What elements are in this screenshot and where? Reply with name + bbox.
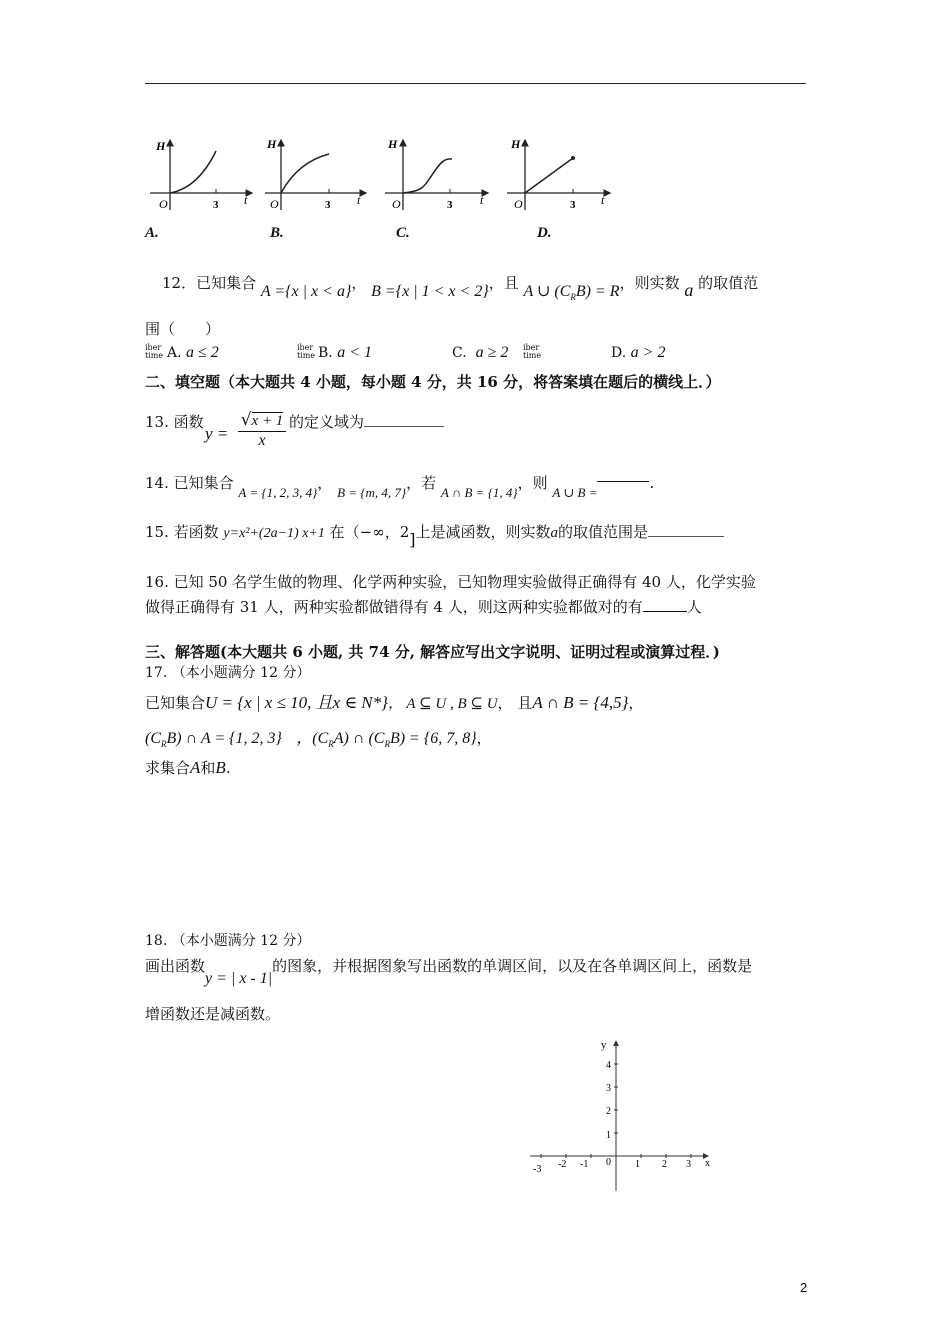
axis-t-label: t [357, 193, 361, 207]
q13-lhs: y = [205, 424, 229, 443]
q12-option-a: A. a ≤ 2 [167, 344, 219, 361]
y-axis-label: y [601, 1039, 607, 1051]
coordinate-grid [525, 1036, 715, 1196]
q16-line1: 16. 已知 50 名学生做的物理、化学两种实验，已知物理实验做得正确得有 40 人，化学实验 [145, 573, 756, 591]
origin-label: O [159, 197, 168, 211]
q18-line1: 画出函数y = | x - 1|的图象，并根据图象写出函数的单调区间，以及在各单调区间上，函数是 [145, 957, 753, 987]
q17-line2: $(C_RB)$ ∩ A = {1, 2, 3} ，$(C_RA)$ ∩ $(C_RB) = \{6$, 7, 8}， [145, 729, 492, 750]
x-tick-neg3: -3 [533, 1164, 542, 1175]
q12-options [145, 344, 845, 366]
graph-b [265, 137, 366, 211]
x-tick-neg1: -1 [580, 1159, 589, 1170]
option-d-label: D. [537, 225, 552, 241]
axis-h-label: H [267, 137, 277, 151]
x-tick-2: 2 [662, 1159, 667, 1170]
axis-h-label: H [511, 137, 521, 151]
tick-label: 3 [325, 199, 331, 211]
q16-line2: 做得正确得有 31 人，两种实验都做错得有 4 人，则这两种实验都做对的有 人 [145, 598, 702, 616]
graph-a [150, 139, 252, 211]
header-rule [145, 83, 806, 84]
axis-h-label: H [156, 139, 166, 153]
origin-label: O [270, 197, 279, 211]
x-axis-label: x [705, 1158, 710, 1169]
x-tick-3: 3 [686, 1159, 691, 1170]
option-c-label: C. [396, 225, 410, 241]
artifact-mark: iber time [297, 343, 316, 360]
q17-title: 17. （本小题满分 12 分） [145, 665, 311, 681]
q12-option-d: D. a > 2 [611, 344, 666, 361]
axis-t-label: t [480, 193, 484, 207]
q13-lead: 13. 函数 [145, 413, 204, 431]
option-a-label: A. [145, 225, 159, 241]
axis-t-label: t [244, 193, 248, 207]
q13-fraction: √x + 1 x [238, 410, 286, 450]
page-number: 2 [800, 1280, 808, 1295]
y-tick-3: 3 [606, 1083, 611, 1094]
y-tick-4: 4 [606, 1060, 611, 1071]
axis-h-label: H [388, 137, 398, 151]
x-tick-neg2: -2 [558, 1159, 567, 1170]
tick-label: 3 [570, 199, 576, 211]
q12-option-c: C. a ≥ 2 [452, 344, 509, 361]
q15-line: 15. 若函数 y=x²+(2a−1) x+1 在（−∞，2]上是减函数，则实数a的取值范围是 [145, 521, 724, 542]
q12-line2: 围（ ） [145, 320, 221, 338]
q18-title: 18. （本小题满分 12 分） [145, 933, 311, 949]
tick-label: 3 [447, 199, 453, 211]
tick-label: 3 [213, 199, 219, 211]
q12-line1: 12．已知集合 A ={x | x < a}， B ={x | 1 < x < 2}，且 A ∪ $(C_RB) = R$，则实数 a 的取值范 [162, 274, 759, 303]
artifact-mark: iber time [145, 343, 164, 360]
q17-line1: 已知集合U = {x | x ≤ 10, 且x ∈ N*}， A ⊆ U , B ⊆ U， 且A ∩ B = {4,5}， [145, 693, 644, 712]
option-graphs [140, 128, 620, 220]
artifact-mark: iber time [523, 343, 542, 360]
option-b-label: B. [270, 225, 284, 241]
graph-c [385, 137, 488, 211]
origin-label: 0 [606, 1157, 611, 1168]
q13-tail: 的定义域为 [289, 411, 444, 432]
y-tick-1: 1 [606, 1130, 611, 1141]
x-tick-1: 1 [635, 1159, 640, 1170]
graph-d [507, 137, 610, 211]
origin-label: O [392, 197, 401, 211]
q14-line: 14. 已知集合 A = {1, 2, 3, 4}， B = {m, 4, 7}，若 A ∩ B = {1, 4}，则 A ∪ B =. [145, 474, 655, 500]
q17-line3: 求集合A和B. [145, 758, 231, 777]
q18-line2: 增函数还是减函数。 [145, 1005, 281, 1023]
section-2-heading: 二、填空题（本大题共 4 小题，每小题 4 分，共 16 分，将答案填在题后的横线上．） [145, 373, 721, 391]
axis-t-label: t [601, 193, 605, 207]
section-3-heading: 三、解答题(本大题共 6 小题, 共 74 分, 解答应写出文字说明、证明过程或演算过程．) [145, 643, 720, 661]
q12-option-b: B. a < 1 [318, 344, 372, 361]
y-tick-2: 2 [606, 1106, 611, 1117]
origin-label: O [514, 197, 523, 211]
